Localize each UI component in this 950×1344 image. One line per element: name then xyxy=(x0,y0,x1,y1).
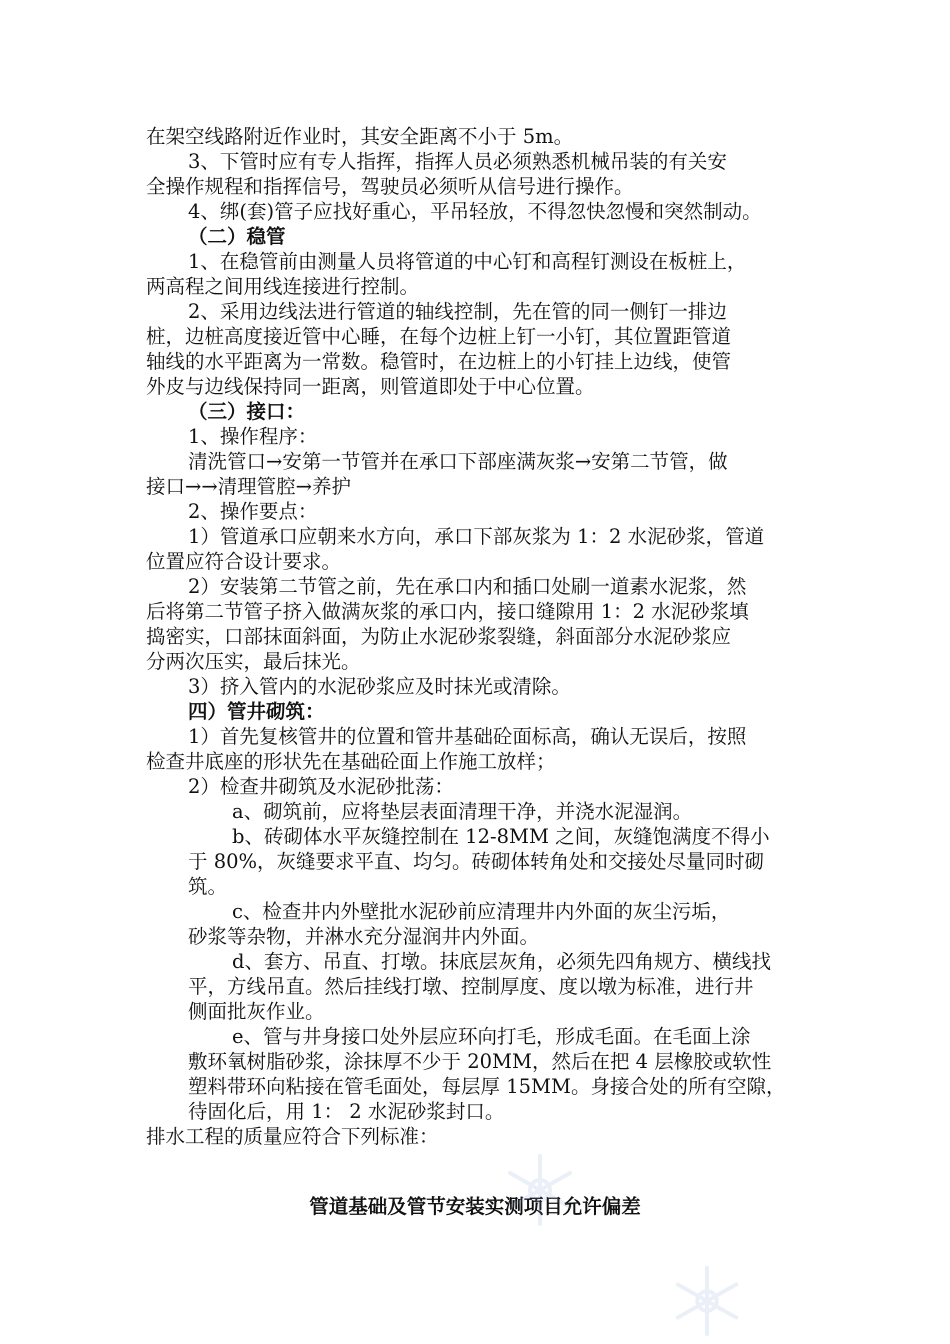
text-line: 后将第二节管子挤入做满灰浆的承口内，接口缝隙用 1：2 水泥砂浆填 xyxy=(146,600,749,623)
text-line: 接口→→清理管腔→养护 xyxy=(146,475,352,498)
text-line: 2、采用边线法进行管道的轴线控制，先在管的同一侧钉一排边 xyxy=(188,300,727,323)
text-line: 轴线的水平距离为一常数。稳管时，在边桩上的小钉挂上边线，使管 xyxy=(146,350,732,373)
text-line: 2）检查井砌筑及水泥砂批荡： xyxy=(188,775,454,798)
text-line: 位置应符合设计要求。 xyxy=(146,550,342,573)
text-line: 全操作规程和指挥信号，驾驶员必须听从信号进行操作。 xyxy=(146,175,634,198)
section-heading: 四）管井砌筑： xyxy=(188,700,325,723)
text-line: 检查井底座的形状先在基础砼面上作施工放样； xyxy=(146,750,556,773)
text-line: 1）首先复核管井的位置和管井基础砼面标高，确认无误后，按照 xyxy=(188,725,747,748)
text-line: 敷环氧树脂砂浆，涂抹厚不少于 20MM，然后在把 4 层橡胶或软性 xyxy=(188,1050,772,1073)
text-line: 在架空线路附近作业时，其安全距离不小于 5m。 xyxy=(146,125,574,148)
text-line: 桩，边桩高度接近管中心睡，在每个边桩上钉一小钉，其位置距管道 xyxy=(146,325,732,348)
text-line: 排水工程的质量应符合下列标准： xyxy=(146,1125,439,1148)
table-title: 管道基础及管节安装实测项目允许偏差 xyxy=(309,1195,641,1218)
text-line: 筑。 xyxy=(188,875,228,898)
text-line: 平，方线吊直。然后挂线打墩、控制厚度、度以墩为标准，进行井 xyxy=(188,975,754,998)
text-line: b、砖砌体水平灰缝控制在 12-8MM 之间，灰缝饱满度不得小 xyxy=(232,825,770,848)
text-line: 侧面批灰作业。 xyxy=(188,1000,325,1023)
text-line: 分两次压实，最后抹光。 xyxy=(146,650,361,673)
text-line: c、检查井内外壁批水泥砂前应清理井内外面的灰尘污垢， xyxy=(232,900,731,923)
text-line: 2、操作要点： xyxy=(188,500,318,523)
text-line: 捣密实，口部抹面斜面，为防止水泥砂浆裂缝，斜面部分水泥砂浆应 xyxy=(146,625,732,648)
text-line: 外皮与边线保持同一距离，则管道即处于中心位置。 xyxy=(146,375,595,398)
text-line: d、套方、吊直、打墩。抹底层灰角，必须先四角规方、横线找 xyxy=(232,950,771,973)
snowflake-watermark-icon xyxy=(668,1262,746,1340)
text-line: 塑料带环向粘接在管毛面处，每层厚 15MM。身接合处的所有空隙， xyxy=(188,1075,786,1098)
text-line: 3）挤入管内的水泥砂浆应及时抹光或清除。 xyxy=(188,675,571,698)
text-line: 2）安装第二节管之前，先在承口内和插口处刷一道素水泥浆，然 xyxy=(188,575,747,598)
text-line: 4、绑(套)管子应找好重心，平吊轻放，不得忽快忽慢和突然制动。 xyxy=(188,200,762,223)
text-line: 3、下管时应有专人指挥，指挥人员必须熟悉机械吊装的有关安 xyxy=(188,150,727,173)
snowflake-watermark-icon xyxy=(500,1150,580,1230)
section-heading: （三）接口： xyxy=(188,400,306,423)
text-line: a、砌筑前，应将垫层表面清理干净，并浇水泥湿润。 xyxy=(232,800,693,823)
text-line: 1）管道承口应朝来水方向，承口下部灰浆为 1：2 水泥砂浆，管道 xyxy=(188,525,765,548)
text-line: e、管与井身接口处外层应环向打毛，形成毛面。在毛面上涂 xyxy=(232,1025,751,1048)
text-line: 清洗管口→安第一节管并在承口下部座满灰浆→安第二节管，做 xyxy=(188,450,728,473)
text-line: 砂浆等杂物，并淋水充分湿润井内外面。 xyxy=(188,925,540,948)
text-line: 1、操作程序： xyxy=(188,425,318,448)
text-line: 两高程之间用线连接进行控制。 xyxy=(146,275,420,298)
text-line: 于 80%，灰缝要求平直、均匀。砖砌体转角处和交接处尽量同时砌 xyxy=(188,850,765,873)
text-line: 待固化后，用 1： 2 水泥砂浆封口。 xyxy=(188,1100,505,1123)
text-line: 1、在稳管前由测量人员将管道的中心钉和高程钉测设在板桩上， xyxy=(188,250,747,273)
section-heading: （二）稳管 xyxy=(188,225,286,248)
